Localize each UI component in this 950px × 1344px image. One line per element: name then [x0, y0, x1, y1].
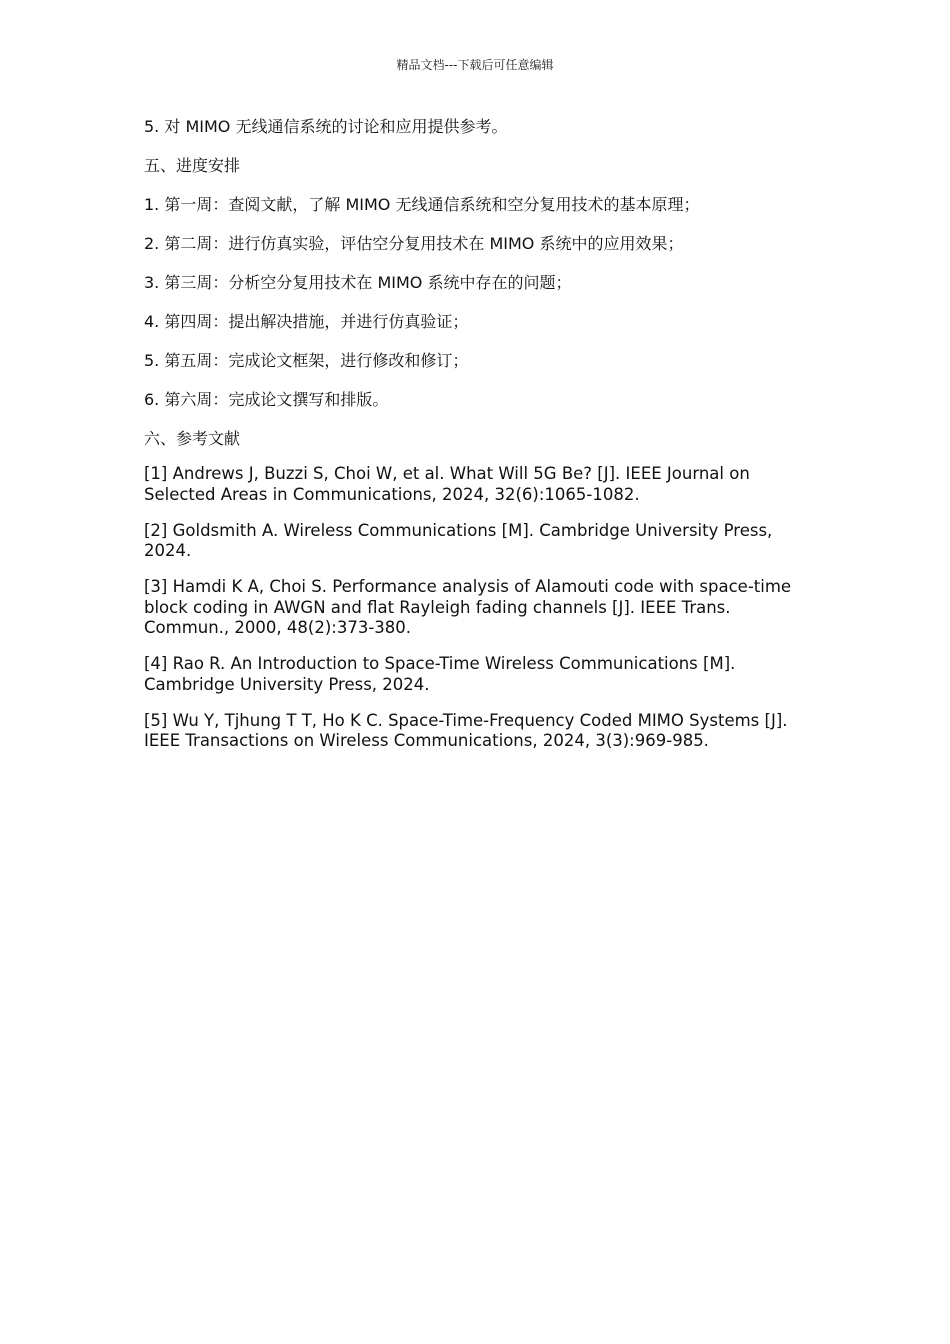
schedule-item-week-1: 1. 第一周：查阅文献，了解 MIMO 无线通信系统和空分复用技术的基本原理； — [144, 195, 700, 214]
document-body — [144, 116, 808, 767]
references-heading: 六、参考文献 — [144, 429, 241, 448]
reference-item-3: [3] Hamdi K A, Choi S. Performance analysis of Alamouti code with space-time block coding in AWGN and flat Rayleigh fading channels [J]. IEEE Trans. Commun., 2000, 48(2):373-380. — [144, 577, 792, 637]
schedule-item-week-4: 4. 第四周：提出解决措施，并进行仿真验证； — [144, 312, 469, 331]
reference-item-1: [1] Andrews J, Buzzi S, Choi W, et al. What Will 5G Be? [J]. IEEE Journal on Selected Areas in Communications, 2024, 32(6):1065-1082. — [144, 464, 750, 504]
schedule-item-week-5: 5. 第五周：完成论文框架，进行修改和修订； — [144, 351, 469, 370]
references-list — [144, 464, 808, 752]
schedule-heading: 五、进度安排 — [144, 156, 241, 175]
schedule-item-week-2: 2. 第二周：进行仿真实验，评估空分复用技术在 MIMO 系统中的应用效果； — [144, 234, 684, 253]
schedule-item-week-6: 6. 第六周：完成论文撰写和排版。 — [144, 390, 389, 409]
reference-item-4: [4] Rao R. An Introduction to Space-Time Wireless Communications [M]. Cambridge University Press, 2024. — [144, 654, 736, 694]
schedule-item-week-3: 3. 第三周：分析空分复用技术在 MIMO 系统中存在的问题； — [144, 273, 572, 292]
intro-list-item: 5. 对 MIMO 无线通信系统的讨论和应用提供参考。 — [144, 117, 508, 136]
page-header: 精品文档---下载后可任意编辑 — [396, 58, 554, 72]
reference-item-2: [2] Goldsmith A. Wireless Communications [M]. Cambridge University Press, 2024. — [144, 520, 773, 560]
reference-item-5: [5] Wu Y, Tjhung T T, Ho K C. Space-Time-Frequency Coded MIMO Systems [J]. IEEE Transactions on Wireless Communications, 2024, 3(3):969-985. — [144, 710, 788, 750]
